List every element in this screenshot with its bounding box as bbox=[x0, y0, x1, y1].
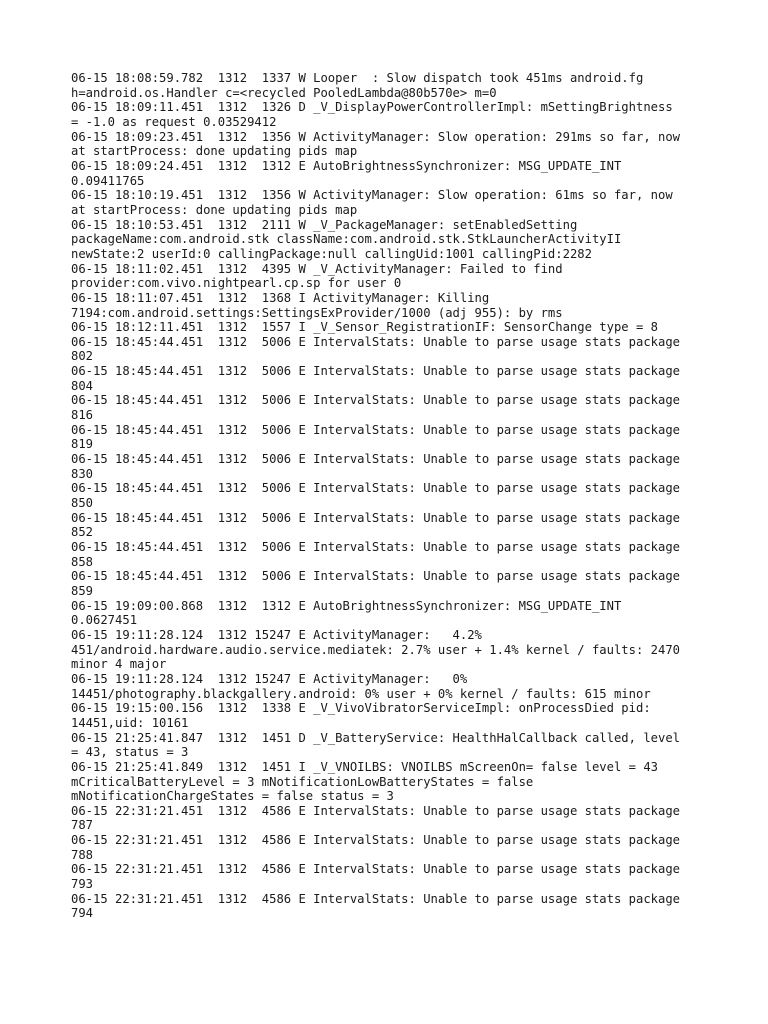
log-entry: 06-15 22:31:21.451 1312 4586 E IntervalStats: Unable to parse usage stats package 787 bbox=[71, 803, 681, 833]
log-entry: 06-15 22:31:21.451 1312 4586 E IntervalStats: Unable to parse usage stats package 788 bbox=[71, 833, 681, 862]
log-entry: 06-15 19:09:00.868 1312 1312 E AutoBrightnessSynchronizer: MSG_UPDATE_INT 0.0627451 bbox=[71, 598, 622, 628]
log-entry: 06-15 18:45:44.451 1312 5006 E IntervalStats: Unable to parse usage stats package 830 bbox=[71, 452, 681, 481]
log-entry: 06-15 18:45:44.451 1312 5006 E IntervalStats: Unable to parse usage stats package 858 bbox=[71, 540, 681, 569]
log-entry: 06-15 18:45:44.451 1312 5006 E IntervalStats: Unable to parse usage stats package 852 bbox=[71, 510, 681, 540]
log-entry: 06-15 18:45:44.451 1312 5006 E IntervalStats: Unable to parse usage stats package 850 bbox=[71, 481, 681, 511]
log-entry: 06-15 18:45:44.451 1312 5006 E IntervalStats: Unable to parse usage stats package 816 bbox=[71, 393, 681, 423]
log-entry: 06-15 22:31:21.451 1312 4586 E IntervalStats: Unable to parse usage stats package 794 bbox=[71, 891, 681, 921]
log-entry: 06-15 19:15:00.156 1312 1338 E _V_VivoVibratorServiceImpl: onProcessDied pid: 14451,uid: 10161 bbox=[71, 701, 651, 730]
log-entry: 06-15 18:45:44.451 1312 5006 E IntervalStats: Unable to parse usage stats package 802 bbox=[71, 334, 681, 364]
log-entry: 06-15 18:45:44.451 1312 5006 E IntervalStats: Unable to parse usage stats package 804 bbox=[71, 364, 681, 393]
log-entry: 06-15 18:09:24.451 1312 1312 E AutoBrightnessSynchronizer: MSG_UPDATE_INT 0.09411765 bbox=[71, 158, 622, 188]
log-entry: 06-15 18:10:19.451 1312 1356 W ActivityManager: Slow operation: 61ms so far, now at startProcess: done updating pids map bbox=[71, 188, 673, 217]
log-entry: 06-15 18:08:59.782 1312 1337 W Looper : Slow dispatch took 451ms android.fg h=android.os.Handler c=<recycled PooledLambda@80b570e> m=0 bbox=[71, 71, 644, 100]
log-entry: 06-15 18:10:53.451 1312 2111 W _V_PackageManager: setEnabledSetting packageName:com.android.stk className:com.android.stk.StkLauncherActivityII newState:2 userId:0 callingPackage:null callingUid:1001 callingPid:2282 bbox=[71, 217, 622, 261]
log-entry: 06-15 21:25:41.849 1312 1451 I _V_VNOILBS: VNOILBS mScreenOn= false level = 43 mCriticalBatteryLevel = 3 mNotificationLowBatteryStates = false mNotificationChargeStates = false status = 3 bbox=[71, 759, 658, 804]
log-entry: 06-15 22:31:21.451 1312 4586 E IntervalStats: Unable to parse usage stats package 793 bbox=[71, 862, 681, 892]
log-entry: 06-15 18:09:23.451 1312 1356 W ActivityManager: Slow operation: 291ms so far, now at startProcess: done updating pids map bbox=[71, 129, 681, 159]
log-entry: 06-15 18:12:11.451 1312 1557 I _V_Sensor_RegistrationIF: SensorChange type = 8 bbox=[71, 320, 658, 335]
log-entry: 06-15 21:25:41.847 1312 1451 D _V_BatteryService: HealthHalCallback called, level = 43, status = 3 bbox=[71, 730, 681, 760]
log-entry: 06-15 19:11:28.124 1312 15247 E ActivityManager: 4.2% 451/android.hardware.audio.service.mediatek: 2.7% user + 1.4% kernel / faults: 2470 minor 4 major bbox=[71, 627, 681, 672]
log-entry: 06-15 18:45:44.451 1312 5006 E IntervalStats: Unable to parse usage stats package 819 bbox=[71, 422, 681, 452]
log-entry: 06-15 18:45:44.451 1312 5006 E IntervalStats: Unable to parse usage stats package 859 bbox=[71, 569, 681, 598]
log-entry: 06-15 18:11:02.451 1312 4395 W _V_ActivityManager: Failed to find provider:com.vivo.nightpearl.cp.sp for user 0 bbox=[71, 261, 563, 291]
log-entry: 06-15 18:11:07.451 1312 1368 I ActivityManager: Killing 7194:com.android.settings:SettingsExProvider/1000 (adj 955): by rms bbox=[71, 290, 563, 320]
log-entry: 06-15 19:11:28.124 1312 15247 E ActivityManager: 0% 14451/photography.blackgallery.android: 0% user + 0% kernel / faults: 615 minor bbox=[71, 671, 651, 701]
log-document bbox=[71, 71, 711, 921]
log-entry: 06-15 18:09:11.451 1312 1326 D _V_DisplayPowerControllerImpl: mSettingBrightness = -1.0 as request 0.03529412 bbox=[71, 100, 673, 129]
